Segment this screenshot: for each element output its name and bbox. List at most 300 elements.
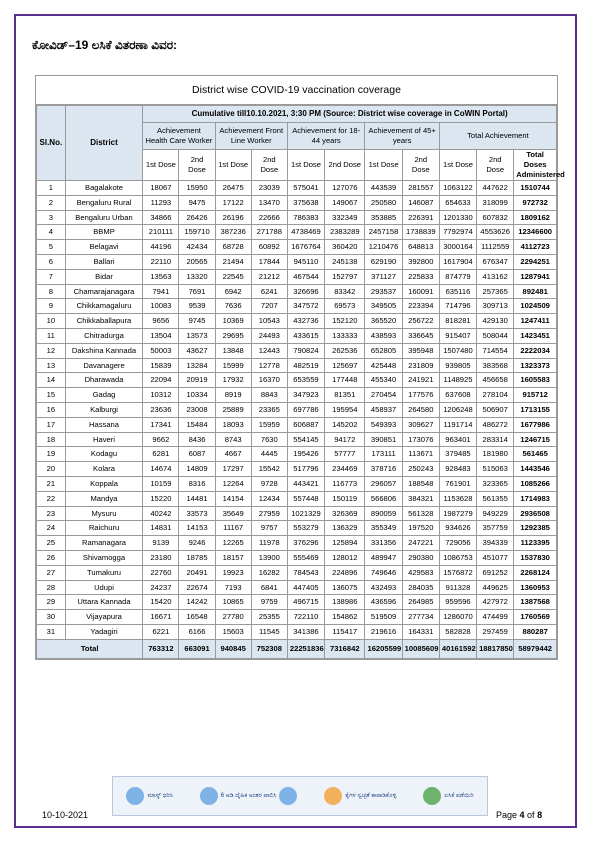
value-cell: 387236 <box>215 225 251 240</box>
value-cell: 181980 <box>477 447 514 462</box>
value-cell: 9757 <box>251 521 287 536</box>
value-cell: 29695 <box>215 328 251 343</box>
banner-handwash-item <box>324 787 396 805</box>
value-cell: 911328 <box>439 580 476 595</box>
total-doses-cell: 892481 <box>514 284 557 299</box>
district-cell: Chikkaballapura <box>65 314 143 329</box>
total-doses-cell: 1323373 <box>514 358 557 373</box>
table-row <box>37 388 557 403</box>
value-cell: 353885 <box>365 210 402 225</box>
value-cell: 3000164 <box>439 240 476 255</box>
group-header-45plus: Achievement of 45+ years <box>365 123 439 150</box>
value-cell: 7207 <box>251 299 287 314</box>
value-cell: 429583 <box>402 565 439 580</box>
value-cell: 26475 <box>215 181 251 196</box>
value-cell: 23365 <box>251 402 287 417</box>
district-cell: Dharawada <box>65 373 143 388</box>
total-doses-cell: 1809162 <box>514 210 557 225</box>
value-cell: 22094 <box>143 373 179 388</box>
value-cell: 2383289 <box>325 225 365 240</box>
value-cell: 33573 <box>179 506 215 521</box>
table-row <box>37 343 557 358</box>
value-cell: 10543 <box>251 314 287 329</box>
value-cell: 152797 <box>325 269 365 284</box>
value-cell: 959596 <box>439 595 476 610</box>
value-cell: 9139 <box>143 536 179 551</box>
sl-no-cell: 28 <box>37 580 66 595</box>
value-cell: 379485 <box>439 447 476 462</box>
value-cell: 394339 <box>477 536 514 551</box>
sl-no-header: Sl.No. <box>37 106 66 181</box>
value-cell: 349505 <box>365 299 402 314</box>
value-cell: 12264 <box>215 476 251 491</box>
table-row <box>37 254 557 269</box>
value-cell: 566806 <box>365 491 402 506</box>
value-cell: 1153628 <box>439 491 476 506</box>
value-cell: 1210476 <box>365 240 402 255</box>
district-cell: Hassana <box>65 417 143 432</box>
value-cell: 637608 <box>439 388 476 403</box>
value-cell: 4553626 <box>477 225 514 240</box>
value-cell: 136075 <box>325 580 365 595</box>
value-cell: 23636 <box>143 402 179 417</box>
district-cell: Chamarajanagara <box>65 284 143 299</box>
value-cell: 691252 <box>477 565 514 580</box>
value-cell: 506907 <box>477 402 514 417</box>
value-cell: 13284 <box>179 358 215 373</box>
banner-distance-label: 6 ಅಡಿ ದೈಹಿಕ ಅಂತರ ಪಾಲಿಸಿ <box>220 792 277 799</box>
value-cell: 34866 <box>143 210 179 225</box>
value-cell: 357759 <box>477 521 514 536</box>
dose-header: 2nd Dose <box>251 150 287 181</box>
total-doses-cell: 2294251 <box>514 254 557 269</box>
value-cell: 271788 <box>251 225 287 240</box>
value-cell: 113671 <box>402 447 439 462</box>
value-cell: 1286070 <box>439 610 476 625</box>
value-cell: 761901 <box>439 476 476 491</box>
district-cell: Ramanagara <box>65 536 143 551</box>
value-cell: 427972 <box>477 595 514 610</box>
value-cell: 264985 <box>402 595 439 610</box>
table-row <box>37 565 557 580</box>
total-value-cell: 940845 <box>215 639 251 658</box>
value-cell: 9246 <box>179 536 215 551</box>
value-cell: 1201330 <box>439 210 476 225</box>
value-cell: 945110 <box>287 254 324 269</box>
sl-no-cell: 16 <box>37 402 66 417</box>
value-cell: 14153 <box>179 521 215 536</box>
dose-header: 2nd Dose <box>402 150 439 181</box>
value-cell: 159710 <box>179 225 215 240</box>
value-cell: 11545 <box>251 624 287 639</box>
dose-header: 2nd Dose <box>179 150 215 181</box>
value-cell: 154862 <box>325 610 365 625</box>
sl-no-cell: 18 <box>37 432 66 447</box>
value-cell: 6241 <box>251 284 287 299</box>
value-cell: 20491 <box>179 565 215 580</box>
value-cell: 7193 <box>215 580 251 595</box>
total-value-cell: 16205599 <box>365 639 402 658</box>
value-cell: 6087 <box>179 447 215 462</box>
value-cell: 11978 <box>251 536 287 551</box>
sl-no-cell: 15 <box>37 388 66 403</box>
value-cell: 21212 <box>251 269 287 284</box>
value-cell: 125697 <box>325 358 365 373</box>
value-cell: 1112559 <box>477 240 514 255</box>
value-cell: 360420 <box>325 240 365 255</box>
value-cell: 874779 <box>439 269 476 284</box>
district-cell: Belagavi <box>65 240 143 255</box>
value-cell: 264580 <box>402 402 439 417</box>
value-cell: 27959 <box>251 506 287 521</box>
value-cell: 13470 <box>251 195 287 210</box>
total-value-cell: 7316842 <box>325 639 365 658</box>
covid-precaution-banner <box>112 776 488 816</box>
value-cell: 486272 <box>477 417 514 432</box>
value-cell: 714554 <box>477 343 514 358</box>
person-icon <box>279 787 297 805</box>
value-cell: 949229 <box>477 506 514 521</box>
table-row <box>37 417 557 432</box>
district-cell: Tumakuru <box>65 565 143 580</box>
value-cell: 284035 <box>402 580 439 595</box>
value-cell: 12434 <box>251 491 287 506</box>
sl-no-cell: 20 <box>37 462 66 477</box>
table-title: District wise COVID-19 vaccination coverage <box>36 76 557 105</box>
value-cell: 68728 <box>215 240 251 255</box>
value-cell: 939805 <box>439 358 476 373</box>
value-cell: 1987279 <box>439 506 476 521</box>
value-cell: 15220 <box>143 491 179 506</box>
value-cell: 15420 <box>143 595 179 610</box>
value-cell: 17844 <box>251 254 287 269</box>
sl-no-cell: 13 <box>37 358 66 373</box>
total-doses-cell: 1360953 <box>514 580 557 595</box>
value-cell: 676347 <box>477 254 514 269</box>
sl-no-cell: 31 <box>37 624 66 639</box>
value-cell: 15959 <box>251 417 287 432</box>
value-cell: 438593 <box>365 328 402 343</box>
value-cell: 13320 <box>179 269 215 284</box>
value-cell: 16370 <box>251 373 287 388</box>
district-cell: Bagalakote <box>65 181 143 196</box>
total-doses-cell: 1537830 <box>514 550 557 565</box>
value-cell: 14674 <box>143 462 179 477</box>
total-label-cell: Total <box>37 639 143 658</box>
district-cell: Koppala <box>65 476 143 491</box>
table-row <box>37 373 557 388</box>
sl-no-cell: 21 <box>37 476 66 491</box>
value-cell: 136329 <box>325 521 365 536</box>
value-cell: 12265 <box>215 536 251 551</box>
table-row <box>37 195 557 210</box>
value-cell: 296057 <box>365 476 402 491</box>
district-cell: Shivamogga <box>65 550 143 565</box>
value-cell: 1191714 <box>439 417 476 432</box>
total-doses-cell: 1760569 <box>514 610 557 625</box>
value-cell: 6942 <box>215 284 251 299</box>
value-cell: 9745 <box>179 314 215 329</box>
value-cell: 458937 <box>365 402 402 417</box>
district-cell: Mandya <box>65 491 143 506</box>
value-cell: 24237 <box>143 580 179 595</box>
value-cell: 392800 <box>402 254 439 269</box>
sl-no-cell: 25 <box>37 536 66 551</box>
value-cell: 519509 <box>365 610 402 625</box>
total-value-cell: 10085609 <box>402 639 439 658</box>
value-cell: 293537 <box>365 284 402 299</box>
value-cell: 133333 <box>325 328 365 343</box>
value-cell: 318099 <box>477 195 514 210</box>
value-cell: 17122 <box>215 195 251 210</box>
district-cell: Bidar <box>65 269 143 284</box>
value-cell: 4667 <box>215 447 251 462</box>
footer-page-number <box>496 810 542 820</box>
value-cell: 13900 <box>251 550 287 565</box>
total-doses-cell: 1123395 <box>514 536 557 551</box>
dose-header: 1st Dose <box>215 150 251 181</box>
vaccination-table-container <box>35 75 565 660</box>
value-cell: 219616 <box>365 624 402 639</box>
value-cell: 257365 <box>477 284 514 299</box>
value-cell: 26426 <box>179 210 215 225</box>
value-cell: 443421 <box>287 476 324 491</box>
district-cell: Vijayapura <box>65 610 143 625</box>
value-cell: 482519 <box>287 358 324 373</box>
total-row <box>37 639 557 658</box>
total-doses-cell: 12346600 <box>514 225 557 240</box>
district-cell: Bengaluru Urban <box>65 210 143 225</box>
value-cell: 347572 <box>287 299 324 314</box>
table-row <box>37 447 557 462</box>
value-cell: 22545 <box>215 269 251 284</box>
value-cell: 606887 <box>287 417 324 432</box>
district-cell: BBMP <box>65 225 143 240</box>
value-cell: 9656 <box>143 314 179 329</box>
banner-handwash-label: ಕೈಗಳ ಸ್ವಚ್ಛತೆ ಕಾಪಾಡಿಕೊಳ್ಳಿ <box>345 792 397 799</box>
sl-no-cell: 10 <box>37 314 66 329</box>
value-cell: 18785 <box>179 550 215 565</box>
banner-mask-label: ಮಾಸ್ಕ್ ಧರಿಸಿ <box>147 792 173 799</box>
total-doses-cell: 1247411 <box>514 314 557 329</box>
value-cell: 928483 <box>439 462 476 477</box>
value-cell: 150119 <box>325 491 365 506</box>
value-cell: 18157 <box>215 550 251 565</box>
value-cell: 94172 <box>325 432 365 447</box>
table-row <box>37 181 557 196</box>
total-doses-cell: 880287 <box>514 624 557 639</box>
dose-header: 1st Dose <box>439 150 476 181</box>
value-cell: 20565 <box>179 254 215 269</box>
value-cell: 10312 <box>143 388 179 403</box>
table-row <box>37 314 557 329</box>
value-cell: 128012 <box>325 550 365 565</box>
value-cell: 455340 <box>365 373 402 388</box>
value-cell: 177576 <box>402 388 439 403</box>
sl-no-cell: 1 <box>37 181 66 196</box>
value-cell: 607832 <box>477 210 514 225</box>
value-cell: 309713 <box>477 299 514 314</box>
sl-no-cell: 7 <box>37 269 66 284</box>
value-cell: 376296 <box>287 536 324 551</box>
value-cell: 149067 <box>325 195 365 210</box>
value-cell: 648813 <box>402 240 439 255</box>
table-row <box>37 521 557 536</box>
total-doses-cell: 972732 <box>514 195 557 210</box>
value-cell: 13848 <box>215 343 251 358</box>
value-cell: 19923 <box>215 565 251 580</box>
total-doses-cell: 1510744 <box>514 181 557 196</box>
value-cell: 14831 <box>143 521 179 536</box>
value-cell: 1576872 <box>439 565 476 580</box>
page-total: 8 <box>537 810 543 820</box>
value-cell: 447405 <box>287 580 324 595</box>
value-cell: 164331 <box>402 624 439 639</box>
district-cell: Bengaluru Rural <box>65 195 143 210</box>
sl-no-cell: 8 <box>37 284 66 299</box>
value-cell: 413162 <box>477 269 514 284</box>
value-cell: 7691 <box>179 284 215 299</box>
value-cell: 432493 <box>365 580 402 595</box>
value-cell: 231809 <box>402 358 439 373</box>
value-cell: 582828 <box>439 624 476 639</box>
value-cell: 22110 <box>143 254 179 269</box>
value-cell: 9728 <box>251 476 287 491</box>
district-cell: Chikkamagaluru <box>65 299 143 314</box>
value-cell: 13563 <box>143 269 179 284</box>
table-row <box>37 240 557 255</box>
value-cell: 11167 <box>215 521 251 536</box>
banner-distance-item <box>200 787 298 805</box>
vaccine-icon <box>423 787 441 805</box>
sl-no-cell: 11 <box>37 328 66 343</box>
value-cell: 515063 <box>477 462 514 477</box>
sl-no-cell: 6 <box>37 254 66 269</box>
value-cell: 223394 <box>402 299 439 314</box>
total-doses-cell: 1085266 <box>514 476 557 491</box>
total-doses-cell: 1423451 <box>514 328 557 343</box>
value-cell: 561355 <box>477 491 514 506</box>
value-cell: 256722 <box>402 314 439 329</box>
value-cell: 10865 <box>215 595 251 610</box>
sl-no-cell: 22 <box>37 491 66 506</box>
value-cell: 12778 <box>251 358 287 373</box>
table-row <box>37 610 557 625</box>
value-cell: 332349 <box>325 210 365 225</box>
value-cell: 42434 <box>179 240 215 255</box>
group-header-total: Total Achievement <box>439 123 556 150</box>
value-cell: 4445 <box>251 447 287 462</box>
sl-no-cell: 24 <box>37 521 66 536</box>
value-cell: 7792974 <box>439 225 476 240</box>
value-cell: 81351 <box>325 388 365 403</box>
value-cell: 1021329 <box>287 506 324 521</box>
table-row <box>37 476 557 491</box>
value-cell: 10369 <box>215 314 251 329</box>
value-cell: 270454 <box>365 388 402 403</box>
value-cell: 18093 <box>215 417 251 432</box>
value-cell: 323365 <box>477 476 514 491</box>
value-cell: 365520 <box>365 314 402 329</box>
value-cell: 9662 <box>143 432 179 447</box>
value-cell: 210111 <box>143 225 179 240</box>
table-row <box>37 462 557 477</box>
table-row <box>37 595 557 610</box>
value-cell: 1507480 <box>439 343 476 358</box>
district-cell: Yadagiri <box>65 624 143 639</box>
table-row <box>37 536 557 551</box>
value-cell: 384321 <box>402 491 439 506</box>
table-row <box>37 284 557 299</box>
value-cell: 16671 <box>143 610 179 625</box>
value-cell: 69573 <box>325 299 365 314</box>
value-cell: 173111 <box>365 447 402 462</box>
value-cell: 15999 <box>215 358 251 373</box>
value-cell: 177448 <box>325 373 365 388</box>
district-cell: Gadag <box>65 388 143 403</box>
value-cell: 443539 <box>365 181 402 196</box>
total-doses-cell: 1713155 <box>514 402 557 417</box>
table-row <box>37 402 557 417</box>
group-header-18-44: Achievement for 18-44 years <box>287 123 365 150</box>
sl-no-cell: 30 <box>37 610 66 625</box>
value-cell: 1738839 <box>402 225 439 240</box>
dose-header: 1st Dose <box>365 150 402 181</box>
value-cell: 277734 <box>402 610 439 625</box>
table-row <box>37 269 557 284</box>
value-cell: 26196 <box>215 210 251 225</box>
value-cell: 15839 <box>143 358 179 373</box>
district-header: District <box>65 106 143 181</box>
value-cell: 508044 <box>477 328 514 343</box>
table-row <box>37 491 557 506</box>
value-cell: 489947 <box>365 550 402 565</box>
sl-no-cell: 14 <box>37 373 66 388</box>
value-cell: 15950 <box>179 181 215 196</box>
value-cell: 23008 <box>179 402 215 417</box>
value-cell: 10159 <box>143 476 179 491</box>
value-cell: 15603 <box>215 624 251 639</box>
value-cell: 375638 <box>287 195 324 210</box>
value-cell: 6841 <box>251 580 287 595</box>
banner-mask-item <box>126 787 172 805</box>
district-cell: Kolara <box>65 462 143 477</box>
sl-no-cell: 3 <box>37 210 66 225</box>
value-cell: 21494 <box>215 254 251 269</box>
sl-no-cell: 5 <box>37 240 66 255</box>
value-cell: 23180 <box>143 550 179 565</box>
value-cell: 44196 <box>143 240 179 255</box>
sl-no-cell: 2 <box>37 195 66 210</box>
mask-icon <box>126 787 144 805</box>
value-cell: 16282 <box>251 565 287 580</box>
value-cell: 629190 <box>365 254 402 269</box>
value-cell: 173076 <box>402 432 439 447</box>
value-cell: 40242 <box>143 506 179 521</box>
footer-date: 10-10-2021 <box>42 810 89 820</box>
district-cell: Kodagu <box>65 447 143 462</box>
dose-header: 2nd Dose <box>477 150 514 181</box>
value-cell: 347923 <box>287 388 324 403</box>
value-cell: 24493 <box>251 328 287 343</box>
value-cell: 432736 <box>287 314 324 329</box>
total-doses-cell: 4112723 <box>514 240 557 255</box>
value-cell: 15542 <box>251 462 287 477</box>
value-cell: 449625 <box>477 580 514 595</box>
page-current: 4 <box>519 810 525 820</box>
value-cell: 10083 <box>143 299 179 314</box>
value-cell: 23039 <box>251 181 287 196</box>
